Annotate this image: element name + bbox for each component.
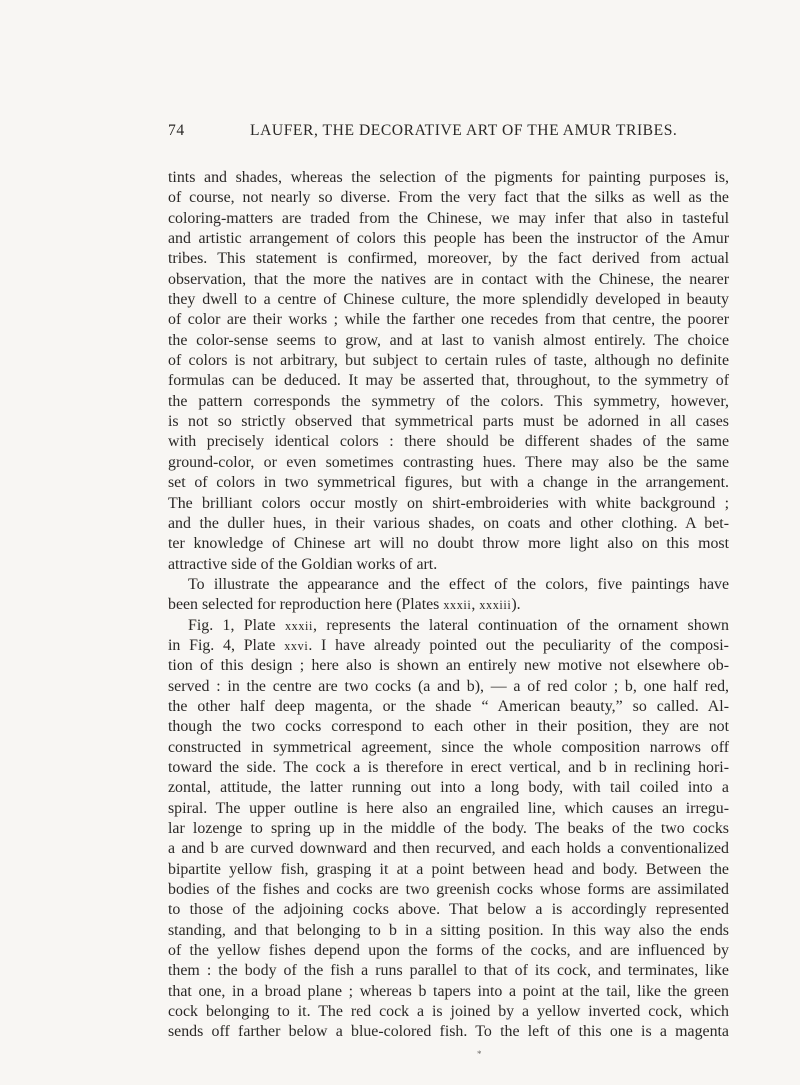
text-line: with precisely identical colors : there should be different shades of the same: [168, 433, 729, 451]
text-line: of colors is not arbitrary, but subject to certain rules of taste, although no definite: [168, 352, 729, 370]
body-text: [168, 168, 729, 1043]
text-line: they dwell to a centre of Chinese culture, the more splendidly developed in beauty: [168, 291, 729, 309]
text-line: spiral. The upper outline is here also an engrailed line, which causes an irregu-: [168, 799, 729, 817]
text-line: cock belonging to it. The red cock a is joined by a yellow inverted cock, which: [168, 1003, 729, 1021]
text-line: coloring-matters are traded from the Chinese, we may infer that also in tasteful: [168, 209, 729, 227]
text-line: tints and shades, whereas the selection of the pigments for painting purposes is,: [168, 169, 729, 186]
text-line: of course, not nearly so diverse. From the very fact that the silks as well as the: [168, 189, 729, 207]
text-line: lar lozenge to spring up in the middle of the body. The beaks of the two cocks: [168, 820, 729, 837]
text-line: constructed in symmetrical agreement, since the whole composition narrows off: [168, 738, 729, 756]
text-line: set of colors in two symmetrical figures, but with a change in the arrangement.: [168, 474, 729, 492]
text-line: the pattern corresponds the symmetry of the colors. This symmetry, however,: [168, 392, 729, 410]
text-line: the other half deep magenta, or the shade “ American beauty,” so called. Al-: [168, 697, 729, 715]
text-line: them : the body of the fish a runs parallel to that of its cock, and terminates, like: [168, 962, 729, 980]
text-line: tion of this design ; here also is shown an entirely new motive not elsewhere ob-: [168, 657, 729, 675]
text-line: standing, and that belonging to b in a sitting position. In this way also the ends: [168, 921, 729, 939]
text-line: The brilliant colors occur mostly on shirt-embroideries with white background ;: [168, 494, 729, 512]
text-line: Fig. 1, Plate xxxii, represents the lateral continuation of the ornament shown: [188, 616, 730, 634]
text-line: ground-color, or even sometimes contrasting hues. There may also be the same: [168, 453, 729, 471]
text-line: bodies of the fishes and cocks are two greenish cocks whose forms are assimilated: [168, 881, 729, 899]
text-line: zontal, attitude, the latter running out into a long body, with tail coiled into a: [168, 779, 729, 797]
text-line: been selected for reproduction here (Plates xxxii, xxxiii).: [168, 596, 521, 614]
text-line: that one, in a broad plane ; whereas b tapers into a point at the tail, like the green: [168, 982, 729, 1000]
footer-mark: *: [477, 1049, 482, 1059]
text-line: observation, that the more the natives are in contact with the Chinese, the nearer: [168, 270, 729, 288]
text-line: a and b are curved downward and then recurved, and each holds a conventionalized: [168, 840, 729, 858]
text-line: of color are their works ; while the farther one recedes from that centre, the poorer: [168, 311, 729, 329]
text-line: though the two cocks correspond to each other in their position, they are not: [168, 718, 729, 736]
text-line: ter knowledge of Chinese art will no doubt throw more light also on this most: [168, 535, 729, 553]
text-line: sends off farther below a blue-colored fish. To the left of this one is a magenta: [168, 1023, 729, 1041]
text-line: toward the side. The cock a is therefore in erect vertical, and b in reclining hori-: [168, 758, 729, 776]
text-line: of the yellow fishes depend upon the forms of the cocks, and are influenced by: [168, 942, 729, 960]
text-line: bipartite yellow fish, grasping it at a point between head and body. Between the: [168, 860, 729, 878]
running-header: [168, 122, 678, 144]
text-line: formulas can be deduced. It may be asserted that, throughout, to the symmetry of: [168, 372, 729, 390]
text-line: tribes. This statement is confirmed, moreover, by the fact derived from actual: [168, 250, 729, 268]
running-title: LAUFER, THE DECORATIVE ART OF THE AMUR TRIBES.: [250, 122, 678, 139]
page-number: 74: [168, 122, 185, 139]
text-line: attractive side of the Goldian works of art.: [168, 555, 438, 573]
text-line: served : in the centre are two cocks (a and b), — a of red color ; b, one half red,: [168, 677, 729, 695]
text-line: is not so strictly observed that symmetrical parts must be adorned in all cases: [168, 413, 729, 431]
text-line: and the duller hues, in their various shades, on coats and other clothing. A bet-: [168, 514, 729, 532]
text-line: to those of the adjoining cocks above. That below a is accordingly represented: [168, 901, 729, 919]
text-line: in Fig. 4, Plate xxvi. I have already pointed out the peculiarity of the composi-: [168, 636, 729, 654]
text-line: To illustrate the appearance and the effect of the colors, five paintings have: [188, 575, 729, 593]
text-line: the color-sense seems to grow, and at last to vanish almost entirely. The choice: [168, 331, 729, 349]
text-line: and artistic arrangement of colors this people has been the instructor of the Amur: [168, 230, 729, 248]
